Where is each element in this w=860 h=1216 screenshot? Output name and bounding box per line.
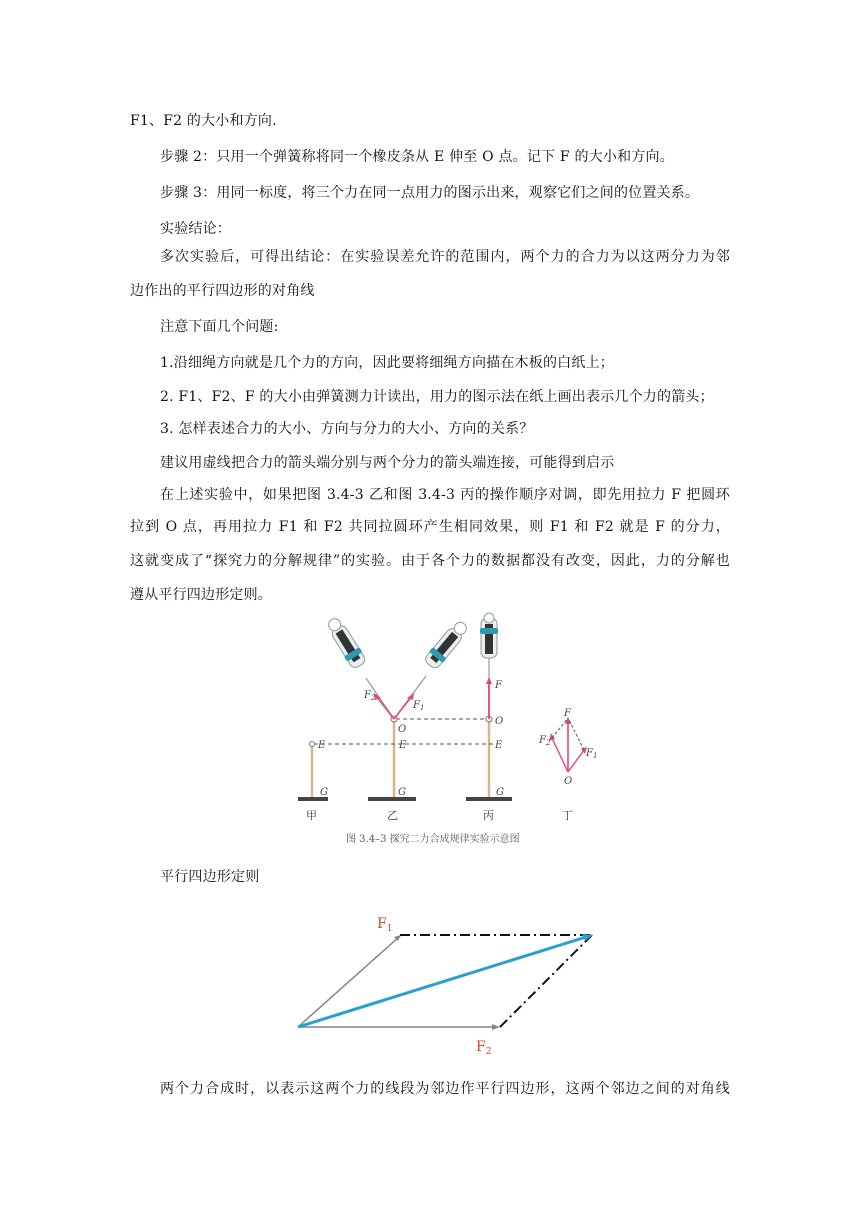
- label-jia: 甲: [306, 809, 317, 822]
- dashed-f1-to-f: [568, 718, 584, 750]
- parallelogram-figure: [280, 905, 620, 1065]
- paragraph-conclusion-line2: 边作出的平行四边形的对角线: [130, 283, 315, 299]
- arrowhead-f2: [492, 1024, 500, 1030]
- label-bing: 丙: [483, 809, 494, 822]
- point-e-jia: [310, 742, 315, 747]
- label-f-bing: F: [495, 680, 502, 691]
- paragraph-decomposition-line2: 拉到 O 点，再用拉力 F1 和 F2 共同拉圆环产生相同效果，则 F1 和 F2 就是 F 的分力，: [130, 519, 730, 535]
- paragraph-step2: 步骤 2：只用一个弹簧称将同一个橡皮条从 E 伸至 O 点。记下 F 的大小和方向。: [160, 149, 674, 165]
- arrowhead-f-bing: [486, 677, 492, 684]
- arrow-f2-yi: [376, 696, 394, 719]
- ground-bar-bing: [466, 797, 512, 801]
- paragraph-decomposition-line3: 这就变成了“探究力的分解规律”的实验。由于各个力的数据都没有改变，因此，力的分解也: [130, 553, 730, 569]
- spring-scale-left: [324, 615, 368, 670]
- label-g-bing: G: [496, 787, 504, 798]
- paragraph-step3: 步骤 3：用同一标度，将三个力在同一点用力的图示出来，观察它们之间的位置关系。: [160, 185, 700, 201]
- label-yi: 乙: [387, 809, 398, 822]
- paragraph-conclusion-heading: 实验结论：: [160, 221, 231, 237]
- arrow-f1-yi: [394, 696, 412, 719]
- label-f2-yi: $F_2$: [364, 690, 376, 702]
- section-heading-parallelogram-rule: 平行四边形定则: [160, 869, 260, 885]
- label-e-jia: E: [318, 740, 326, 751]
- label-f1-ding: $F_1$: [586, 748, 598, 760]
- paragraph-suggestion: 建议用虚线把合力的箭头端分别与两个分力的箭头端连接，可能得到启示: [160, 455, 615, 471]
- paragraph-notes-heading: 注意下面几个问题:: [160, 319, 279, 335]
- label-f1: $F_1$: [377, 916, 393, 934]
- paragraph-rule-definition: 两个力合成时，以表示这两个力的线段为邻边作平行四边形，这两个邻边之间的对角线: [160, 1081, 730, 1097]
- note-item-1: 1.沿细绳方向就是几个力的方向，因此要将细绳方向描在木板的白纸上；: [160, 355, 614, 371]
- paragraph-decomposition-line4: 遵从平行四边形定则。: [130, 587, 272, 603]
- label-e-bing: E: [495, 740, 503, 751]
- figure-caption: 图 3.4–3 探究二力合成规律实验示意图: [346, 834, 520, 845]
- label-f1-yi: $F_1$: [413, 700, 425, 712]
- experiment-figure: [296, 612, 616, 852]
- label-g-jia: G: [320, 787, 328, 798]
- ground-bar-yi: [368, 797, 416, 801]
- paragraph-conclusion-line1: 多次实验后，可得出结论：在实验误差允许的范围内，两个力的合力为以这两分力为邻: [160, 249, 730, 265]
- label-o-yi: O: [398, 724, 407, 735]
- spring-scale-bing: [480, 613, 498, 658]
- paragraph-continuation: F1、F2 的大小和方向.: [130, 113, 277, 129]
- label-ding: 丁: [562, 809, 573, 822]
- paragraph-decomposition-line1: 在上述实验中，如果把图 3.4-3 乙和图 3.4-3 丙的操作顺序对调，即先用拉力 F 把圆环: [160, 487, 730, 503]
- label-o-bing: O: [495, 716, 504, 727]
- label-f2-ding: $F_2$: [539, 735, 551, 747]
- spring-scale-right: [423, 618, 471, 671]
- note-item-3: 3. 怎样表述合力的大小、方向与分力的大小、方向的关系？: [160, 421, 534, 437]
- label-e-yi: E: [399, 740, 407, 751]
- vector-resultant-diagonal: [298, 937, 586, 1027]
- label-f-ding: F: [564, 708, 571, 719]
- vector-f1-side: [298, 936, 400, 1027]
- vector-f2-ding: [552, 738, 568, 772]
- dashed-f2-to-f: [552, 718, 568, 738]
- arrowhead-f1-yi: [407, 693, 414, 700]
- vector-f1-ding: [568, 750, 584, 772]
- label-g-yi: G: [398, 787, 406, 798]
- note-item-2: 2. F1、F2、F 的大小由弹簧测力计读出，用力的图示法在纸上画出表示几个力的箭头；: [160, 389, 714, 405]
- label-f2: $F_2$: [476, 1039, 492, 1057]
- label-o-ding: O: [564, 776, 573, 787]
